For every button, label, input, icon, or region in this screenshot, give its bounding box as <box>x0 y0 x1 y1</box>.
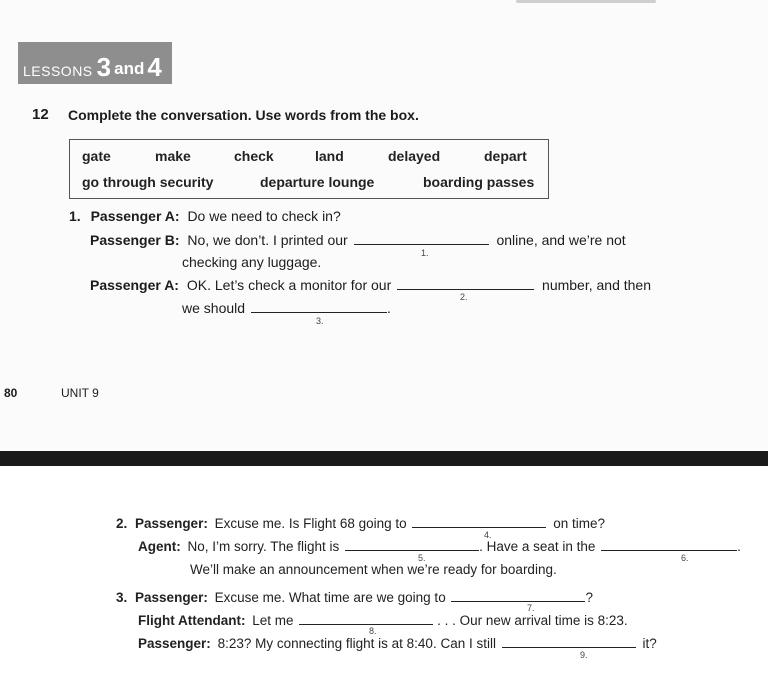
blank-number-5: 5. <box>418 553 426 563</box>
dialogue1-line3-continued <box>182 300 391 316</box>
dialogue-text: Do we need to check in? <box>187 208 341 224</box>
dialogue-text: on time? <box>553 516 606 531</box>
answer-blank-1[interactable] <box>354 244 489 245</box>
speaker-label: Passenger: <box>138 636 211 651</box>
dialogue3-line3 <box>138 636 657 651</box>
word-depart: depart <box>484 148 527 164</box>
lessons-banner <box>18 42 172 84</box>
answer-blank-3[interactable] <box>251 312 387 313</box>
and-label: and <box>114 59 145 78</box>
dialogue-text: . Have a seat in the <box>479 539 596 554</box>
lessons-label: LESSONS <box>23 63 93 79</box>
blank-number-2: 2. <box>460 292 468 302</box>
dialogue-text: number, and then <box>542 277 652 293</box>
speaker-label: Passenger A: <box>90 277 179 293</box>
page-divider-bar <box>0 451 768 466</box>
lesson-number-b: 4 <box>147 52 162 82</box>
word-boarding-passes: boarding passes <box>423 174 535 190</box>
dialogue-text: Excuse me. What time are we going to <box>214 590 446 605</box>
word-land: land <box>315 148 344 164</box>
answer-blank-8[interactable] <box>299 624 433 625</box>
word-gate: gate <box>82 148 111 164</box>
blank-number-6: 6. <box>681 553 689 563</box>
word-departure-lounge: departure lounge <box>260 174 375 190</box>
answer-blank-4[interactable] <box>412 527 546 528</box>
period: . <box>737 539 741 554</box>
blank-number-8: 8. <box>369 626 377 636</box>
scan-smudge <box>516 0 656 3</box>
dialogue-text: . . . Our new arrival time is 8:23. <box>437 613 628 628</box>
speaker-label: Agent: <box>138 539 181 554</box>
dialogue-text: online, and we’re not <box>496 232 626 248</box>
word-make: make <box>155 148 191 164</box>
word-box <box>69 139 549 199</box>
answer-blank-7[interactable] <box>451 601 585 602</box>
answer-blank-5[interactable] <box>345 550 479 551</box>
word-delayed: delayed <box>388 148 441 164</box>
speaker-label: Flight Attendant: <box>138 613 246 628</box>
blank-number-3: 3. <box>316 316 324 326</box>
dialogue2-line2 <box>138 539 741 554</box>
dialogue-text: No, I’m sorry. The flight is <box>187 539 340 554</box>
item-number: 3. <box>116 590 128 605</box>
answer-blank-6[interactable] <box>601 550 737 551</box>
blank-number-7: 7. <box>527 603 535 613</box>
dialogue3-line2 <box>138 613 628 628</box>
blank-number-4: 4. <box>484 530 492 540</box>
exercise-number: 12 <box>32 106 49 123</box>
unit-label: UNIT 9 <box>61 386 99 400</box>
lesson-number-a: 3 <box>96 52 112 82</box>
item-number: 1. <box>69 208 81 224</box>
dialogue2-line1 <box>116 516 605 531</box>
dialogue1-line2-continued: checking any luggage. <box>182 254 322 270</box>
word-check: check <box>234 148 274 164</box>
word-go-through-security: go through security <box>82 174 214 190</box>
blank-number-1: 1. <box>421 248 429 258</box>
speaker-label: Passenger: <box>135 590 208 605</box>
dialogue-text: No, we don’t. I printed our <box>187 232 348 248</box>
dialogue1-line3 <box>90 277 651 293</box>
item-number: 2. <box>116 516 128 531</box>
question-mark: ? <box>585 590 593 605</box>
dialogue1-line1 <box>69 208 341 224</box>
dialogue1-line2 <box>90 232 626 248</box>
answer-blank-2[interactable] <box>397 289 534 290</box>
speaker-label: Passenger: <box>135 516 208 531</box>
dialogue3-line1 <box>116 590 593 605</box>
speaker-label: Passenger B: <box>90 232 180 248</box>
dialogue-text: Excuse me. Is Flight 68 going to <box>214 516 407 531</box>
dialogue-text: OK. Let’s check a monitor for our <box>186 277 392 293</box>
page-number: 80 <box>4 386 18 400</box>
speaker-label: Passenger A: <box>90 208 180 224</box>
exercise-instruction: Complete the conversation. Use words from the box. <box>68 107 419 123</box>
dialogue-text: Let me <box>252 613 294 628</box>
dialogue-text: we should <box>182 300 246 316</box>
dialogue-text: 8:23? My connecting flight is at 8:40. Can I still <box>217 636 496 651</box>
period: . <box>386 300 391 316</box>
answer-blank-9[interactable] <box>502 647 636 648</box>
dialogue2-line3: We’ll make an announcement when we’re ready for boarding. <box>190 562 557 577</box>
blank-number-9: 9. <box>580 650 588 660</box>
dialogue-text: it? <box>642 636 657 651</box>
